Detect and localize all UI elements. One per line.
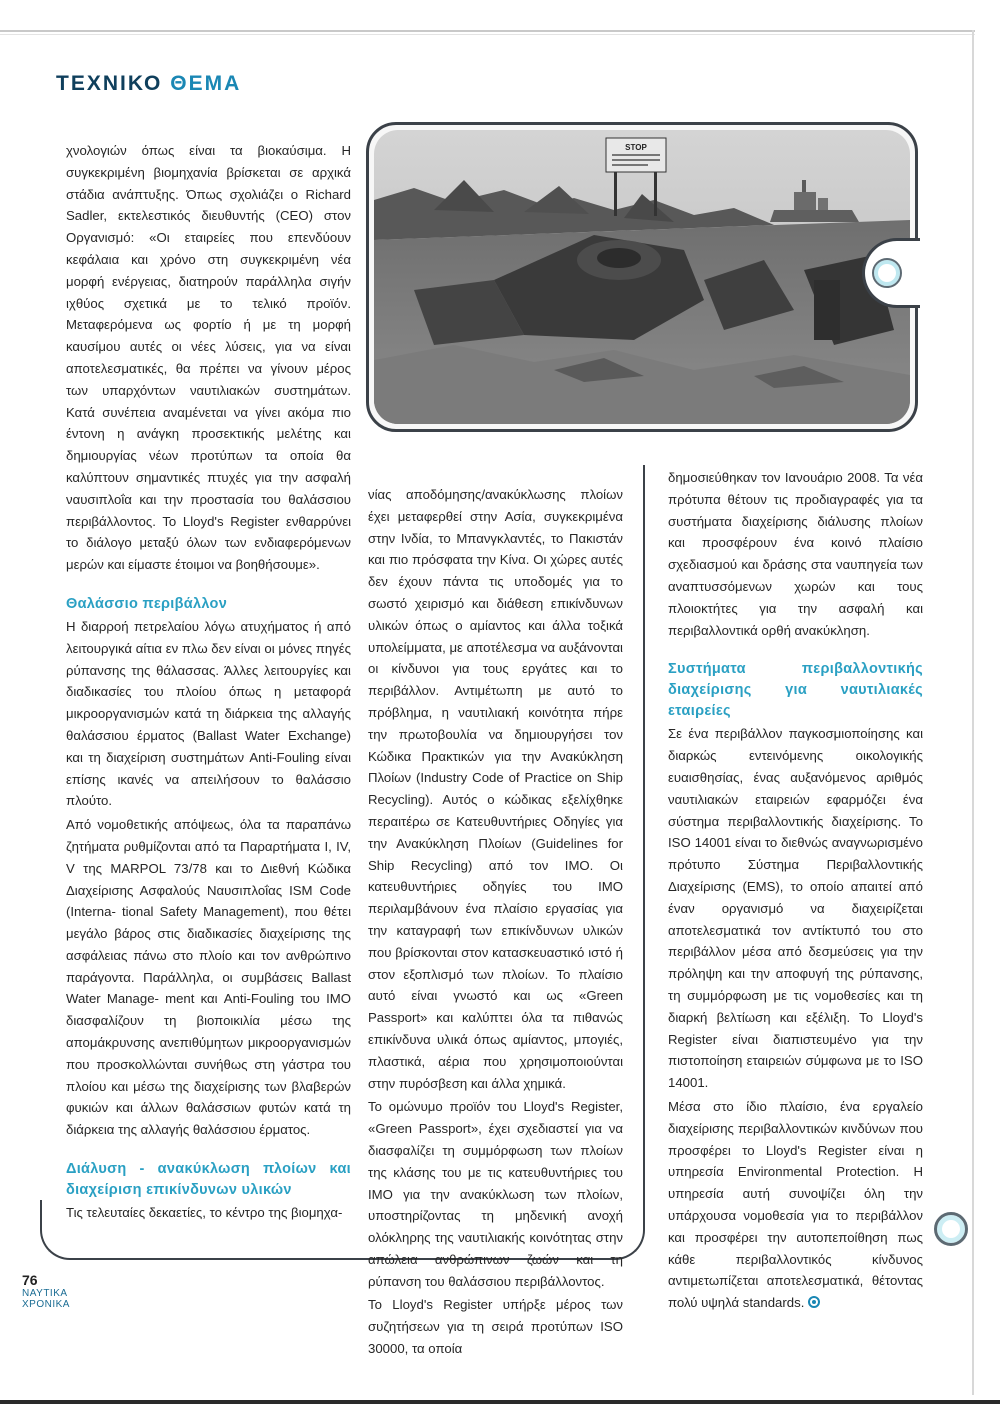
shipyard-photo [374,130,910,424]
photo-frame [366,122,918,432]
section-header [56,72,241,96]
frame-circle-icon [934,1212,968,1246]
col1-paragraph-2: Η διαρροή πετρελαίου λόγω ατυχήματος ή από λειτουργικά αίτια εν πλω δεν είναι οι μόνες πηγές ρύπανσης της θάλασσας. Άλλες λειτουργίες και διαδικασίες του πλοίου όπως η μεταφορά μικροοργανισμών κατά τη διάρκεια της αλλαγής θαλάσσιου έρματος (Ballast Water Exchange) και τη διαχείριση συστημάτων Anti-Fouling είναι επίσης ικανές να απειλήσουν το θαλάσσιο πλούτο. [66,618,351,809]
col3-paragraph-1: δημοσιεύθηκαν τον Ιανουάριο 2008. Τα νέα πρότυπα θέτουν τις προδιαγραφές για τα συστήματα διαχείρισης διάλυσης πλοίων και προσφέρουν ένα κοινό πλαίσιο σχεδιασμού και δράσης στα ναυπηγεία των αναπτυσσόμενων χωρών και τους πλοιοκτήτες για την ασφαλή και περιβαλλοντικά ορθή ανακύκληση. [668,470,923,638]
page-right-edge [972,30,974,1395]
page-number: 76 [22,1272,38,1288]
article-end-icon [808,1296,820,1308]
col2-paragraph-3: Το Lloyd's Register υπήρξε μέρος των συζητήσεων για τη σειρά προτύπων ISO 30000, τα οποία [368,1297,623,1357]
col3-paragraph-3 [668,1096,923,1314]
section-header-part1: ΤΕΧΝΙΚΟ [56,72,163,95]
col1-paragraph-4: Τις τελευταίες δεκαετίες, το κέντρο της βιομηχα- [66,1205,343,1221]
bottom-rule [0,1400,1000,1404]
section-header-part2: ΘΕΜΑ [170,72,242,95]
col1-heading-ship-recycling: Διάλυση - ανακύκλωση πλοίων και διαχείριση επικίνδυνων υλικών [66,1161,351,1199]
col3-paragraph-2: Σε ένα περιβάλλον παγκοσμιοποίησης και διαρκώς εντεινόμενης οικολογικής ευαισθησίας, ένας αυξανόμενος αριθμός ναυτιλιακών εταιρειών εφαρμόζει ένα σύστημα περιβαλλοντικής διαχείρισης. Το ISO 14001 είναι το διεθνώς αναγνωρισμένο πρότυπο Σύστημα Περιβαλλοντικής Διαχείρισης (EMS), το οποίο απαιτεί από έναν οργανισμό να διαχειρίζεται αποτελεσματικά τον αντίκτυπό του στο περιβάλλον μέσα από δεσμεύσεις για την πρόληψη και την αποφυγή της ρύπανσης, τη συμμόρφωση με τις νομοθεσίες και τη διαρκή βελτίωση και εξέλιξη. Το Lloyd's Register είναι διαπιστευμένο για την πιστοποίηση εταιρειών σύμφωνα με το ISO 14001. [668,726,923,1091]
column-1 [66,140,351,1226]
top-rule-inner [0,34,975,35]
stop-sign-text: STOP [625,143,647,152]
magazine-name-line-1: ΝΑΥΤΙΚΑ [22,1288,68,1299]
photo-bullet-icon [872,258,902,288]
col3-heading-environmental-management: Συστήματα περιβαλλοντικής διαχείρισης για ναυτιλιακές εταιρείες [668,661,923,720]
col1-heading-marine-environment: Θαλάσσιο περιβάλλον [66,595,228,612]
col2-paragraph-1: νίας αποδόμησης/ανακύκλωσης πλοίων έχει μεταφερθεί στην Ασία, συγκεκριμένα στην Ινδία, το Μπανγκλαντές, το Πακιστάν και πιο πρόσφατα την Κίνα. Οι χώρες αυτές δεν έχουν πάντα τις υποδομές για το σωστό χειρισμό και διάθεση επικίνδυνων υλικών όπως ο αμίαντος και άλλα τοξικά υπολείμματα, με αποτέλεσμα να αυξάνονται οι κίνδυνοι για τους εργάτες και το περιβάλλον. Αντιμέτωπη με αυτό το πρόβλημα, η ναυτιλιακή κοινότητα πήρε την πρωτοβουλία να δημιουργήσει τον Κώδικα Πρακτικών για την Ανακύκληση Πλοίων (Industry Code of Practice on Ship Recycling). Αυτός ο κώδικας εξελίχθηκε περαιτέρω σε Κατευθυντήριες Οδηγίες για την Ανακύκληση Πλοίων (Guidelines for Ship Recycling) από τον IMO. Οι κατευθυντήριες οδηγίες του IMO περιλαμβάνουν ένα πλαίσιο εργασίας για την καταγραφή των επικίνδυνων υλικών που βρίσκονται στον κατασκευαστικό ιστό ή στον εξοπλισμό των πλοίων. Το πλαίσιο αυτό είναι γνωστό και ως «Green Passport» και καλύπτει όλα τα πιθανώς επικίνδυνα υλικά όπως αμίαντος, μπογιές, πλαστικά, αέρια που χρησιμοποιούνται στην πυρόσβεση και άλλα χημικά. [368,487,623,1091]
magazine-name-line-2: ΧΡΟΝΙΚΑ [22,1299,70,1310]
col1-paragraph-3: Από νομοθετικής απόψεως, όλα τα παραπάνω ζητήματα ρυθμίζονται από τα Παραρτήματα I, IV, V της MARPOL 73/78 και το Διεθνή Κώδικα Διαχείρισης Ασφαλούς Ναυσιπλοΐας ISM Code (Interna- tional Safety Management), που θέτει μεγάλο βάρος στις διαδικασίες διαχείρισης της ασφάλειας πάνω στο πλοίο και τον ανθρώπινο παράγοντα. Παράλληλα, οι συμβάσεις Ballast Water Manage- ment και Anti-Fouling του IMO διασφαλίζουν τη βιοποικιλία μέσω της απομάκρυνσης ανεπιθύμητων μικροοργανισμών που προσκολλώνται συνήθως στη γάστρα του πλοίου και μέσω της διαχείρισης των βλαβερών φυκιών και άλλων θαλάσσιων φυτών κατά τη διάρκεια της αλλαγής θαλάσσιου έρματος. [66,817,351,1138]
col3-paragraph-3-text: Μέσα στο ίδιο πλαίσιο, ένα εργαλείο διαχείρισης περιβαλλοντικών κινδύνων που προσφέρει το Lloyd's Register είναι η υπηρεσία Environmental Protection. Η υπηρεσία αυτή συνοψίζει όλη την υπάρχουσα νομοθεσία για το περιβάλλον και προσφέρει την αυτοπεποίθηση πως κάθε περιβαλλοντικός κίνδυνος αντιμετωπίζεται αποτελεσματικά, θέτοντας πολύ υψηλά standards. [668,1098,923,1311]
column-2 [368,484,623,1362]
page-footer [22,1272,70,1310]
col2-paragraph-2: Το ομώνυμο προϊόν του Lloyd's Register, «Green Passport», έχει σχεδιαστεί για να διασφαλίζει τη συμμόρφωση των πλοίων της κλάσης του με τις κατευθυντήριες του IMO για την ανακύκλωση των πλοίων, υποστηρίζοντας τη μηδενική ανοχή ολόκληρης της ναυτιλιακής κοινότητας στην απώλεια ανθρώπινων ζωών και τη ρύπανση του θαλάσσιου περιβάλλοντος. [368,1099,623,1289]
col1-paragraph-1: χνολογιών όπως είναι τα βιοκαύσιμα. Η συγκεκριμένη βιομηχανία βρίσκεται σε αρχικά στάδια ανάπτυξης. Όπως σχολιάζει ο Richard Sadler, εκτελεστικός διευθυντής (CEO) στον Οργανισμό: «Οι εταιρείες που επενδύουν κεφάλαια και χρόνο στη συγκεκριμένη νέα μορφή ενέργειας, διατηρούν παράλληλα σιγήν ιχθύος σχετικά με το τελικό προϊόν. Μεταφερόμενα ως φορτίο ή με τη μορφή καυσίμου αυτές οι νέες λύσεις, για να είναι αποτελεσματικές, θα πρέπει να γίνουν μέρος των υπαρχόντων ναυτιλιακών συστημάτων. Κατά συνέπεια αναμένεται να γίνει ακόμα πιο έντονη η ανάγκη προσεκτικής μελέτης και δημιουργίας νέων προτύπων τα οποία θα καλύπτουν σημαντικές πτυχές για την ασφαλή ναυσιπλοΐα και την προστασία του θαλάσσιου περιβάλλοντος. Το Lloyd's Register ενθαρρύνει το διάλογο μεταξύ όλων των ενδιαφερόμενων μερών και είμαστε έτοιμοι να βοηθήσουμε». [66,143,351,573]
column-3 [668,467,923,1316]
top-rule [0,30,975,32]
